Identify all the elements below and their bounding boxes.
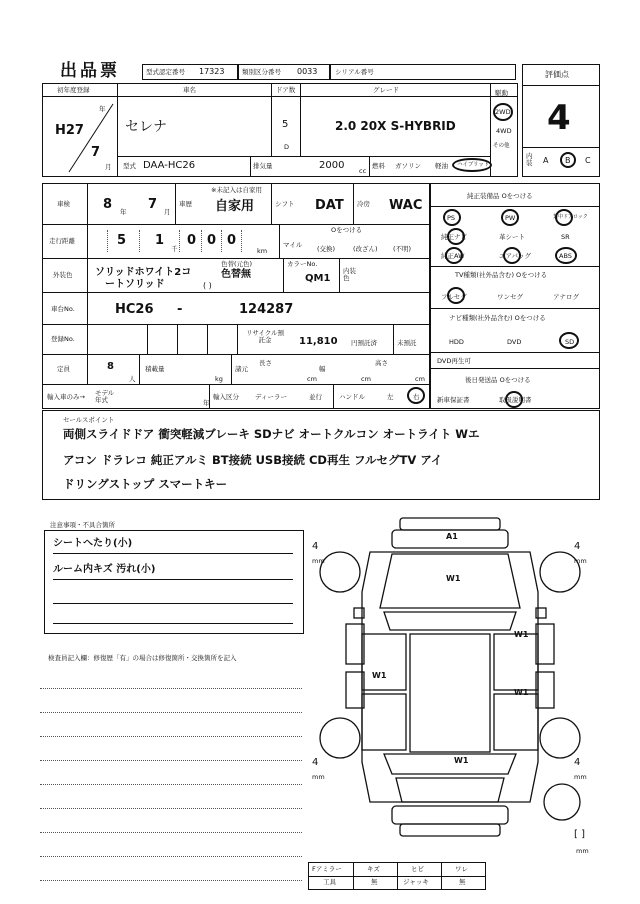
interior-b-circle <box>560 152 576 168</box>
tv-fullseg: フルセグ <box>441 293 467 301</box>
factory-pw: PW <box>505 214 516 222</box>
capacity-label: 定員 <box>57 365 70 373</box>
mileage-opt-3: (不明) <box>393 245 412 253</box>
navi-title: ナビ種類(社外品含む) Oをつける <box>449 314 546 322</box>
navi-sd: SD <box>565 338 575 346</box>
serial-box <box>330 64 516 80</box>
legend-crack: ヒビ <box>411 865 424 873</box>
drive-other: その他 <box>493 143 510 149</box>
aftermarket-manual-circle <box>505 391 523 408</box>
mark-right-rear: W1 <box>514 688 529 697</box>
dims-unit-1: cm <box>307 375 317 383</box>
grade-points-label: 評価点 <box>545 70 569 79</box>
load-unit: kg <box>215 375 223 383</box>
factory-ps-circle <box>443 209 461 226</box>
dvd-playback: DVD再生可 <box>437 357 471 365</box>
color-main-2: ートソリッド <box>105 279 165 290</box>
month-unit: 月 <box>105 163 112 171</box>
factory-title: 純正装備品 Oをつける <box>467 192 533 200</box>
car-diagram <box>300 512 600 860</box>
capacity-unit: 人 <box>129 375 136 383</box>
legend-tools-value: 無 <box>371 878 378 886</box>
import-dealer: ディーラー <box>255 393 287 401</box>
inspector-label: 検査員記入欄：修復歴「有」の場合は修復箇所・交換箇所を記入 <box>48 654 237 662</box>
drive-2wd: 2WD <box>495 108 511 116</box>
tread-rear-left: 4 <box>312 757 319 768</box>
aftermarket-title: 後日発送品 Oをつける <box>465 376 531 384</box>
equipment-section <box>430 183 600 409</box>
mark-front: A1 <box>446 532 458 541</box>
dims-height: 高さ <box>375 359 388 367</box>
color-change-value: 色替無 <box>221 269 251 280</box>
reg-month: 7 <box>91 145 101 160</box>
legend-mirror: Fアミラー <box>312 865 342 873</box>
dims-unit-2: cm <box>361 375 371 383</box>
factory-navi: 純正ナビ <box>441 233 467 241</box>
ac-value: WAC <box>389 198 423 213</box>
mark-rear: W1 <box>454 756 469 765</box>
inspection-month: 7 <box>148 197 158 212</box>
usage-value: 自家用 <box>215 199 255 214</box>
fuel-light: 軽油 <box>435 162 448 170</box>
fuel-gas: ガソリン <box>395 162 421 170</box>
factory-ps: PS <box>447 214 456 222</box>
interior-c: C <box>585 156 591 165</box>
sales-line-1: 両側スライドドア 衝突軽減ブレーキ SDナビ オートクルコン オートライト Wエ <box>63 427 480 441</box>
note-line-2: ルーム内キズ 汚れ(小) <box>53 564 156 575</box>
usage-note: ※未記入は自家用 <box>211 186 262 194</box>
factory-navi-circle <box>447 228 465 245</box>
grade-points-value: 4 <box>547 98 571 138</box>
legend-jack-value: 無 <box>459 878 466 886</box>
handle-left: 左 <box>387 393 394 401</box>
category-value: 0033 <box>297 67 318 76</box>
doors-unit: D <box>284 143 290 151</box>
color-paren: ( ) <box>203 281 212 290</box>
displacement-value: 2000 <box>319 160 345 171</box>
tread-front-right: 4 <box>574 541 581 552</box>
tv-fullseg-circle <box>447 287 465 304</box>
handle-label: ハンドル <box>339 393 365 401</box>
dims-unit-3: cm <box>415 375 425 383</box>
drive-4wd: 4WD <box>496 127 512 135</box>
drive-label: 駆動 <box>495 89 508 97</box>
interior-b: B <box>565 156 571 165</box>
factory-central-lock: 集中ドアロック <box>553 214 588 220</box>
interior-a: A <box>543 156 549 165</box>
shift-value: DAT <box>315 198 344 213</box>
grade-value: 2.0 20X S-HYBRID <box>335 119 456 133</box>
dims-label: 諸元 <box>235 365 248 373</box>
mileage-digit-2: 1 <box>155 233 165 248</box>
import-label: 輸入車のみ→ <box>47 393 85 401</box>
car-name-label: 車名 <box>183 86 196 94</box>
mileage-unit: km <box>257 247 268 255</box>
legend-tools: 工具 <box>323 878 336 886</box>
navi-sd-circle <box>559 332 579 349</box>
model-value: DAA-HC26 <box>143 160 196 171</box>
chassis-prefix: HC26 <box>115 302 154 317</box>
fuel-hybrid-circle <box>452 158 492 172</box>
sales-points-section <box>42 410 600 500</box>
page-title: 出品票 <box>60 61 120 81</box>
type-cert-label: 型式認定番号 <box>146 68 185 76</box>
mileage-opt-mile: マイル <box>283 241 303 249</box>
notes-box <box>44 530 304 634</box>
color-no-value: QM1 <box>305 273 331 284</box>
tread-rear-right-unit: mm <box>574 773 587 781</box>
factory-leather: 革シート <box>499 233 525 241</box>
reg-year-label: 初年度登録 <box>57 86 90 94</box>
factory-airbag: エアバッグ <box>499 252 531 260</box>
model-label: 型式 <box>123 162 136 170</box>
factory-aw: 純正AW <box>441 252 465 260</box>
color-change-label: 色替(元色) <box>221 260 253 268</box>
model-year-label: モデル年式 <box>95 389 115 404</box>
model-year-unit: 年 <box>203 399 210 407</box>
vehicle-section <box>42 83 518 177</box>
mileage-digit-3: 0 <box>187 233 197 248</box>
factory-central-lock-circle <box>555 209 573 226</box>
ac-label: 冷房 <box>357 200 370 208</box>
details-section <box>42 183 430 409</box>
serial-label: シリアル番号 <box>335 68 374 76</box>
tv-oneseg: ワンセグ <box>497 293 523 301</box>
aftermarket-manual: 取扱説明書 <box>499 396 532 404</box>
mileage-digit-5: 0 <box>227 233 237 248</box>
tread-spare: [ ] <box>574 829 585 840</box>
shift-label: シフト <box>275 200 295 208</box>
aftermarket-warranty: 新車保証書 <box>437 396 470 404</box>
recycle-label: リサイクル預託金 <box>245 329 285 344</box>
tread-spare-unit: mm <box>576 847 589 855</box>
legend-break: ワレ <box>455 865 468 873</box>
usage-label: 車歴 <box>179 200 192 208</box>
sales-points-label: セールスポイント <box>63 416 115 424</box>
reg-no-label: 登録No. <box>51 335 75 343</box>
dims-width: 幅 <box>319 365 326 373</box>
sales-line-2: アコン ドラレコ 純正アルミ BT接続 USB接続 CD再生 フルセグTV アイ <box>63 453 443 467</box>
mileage-opt-2: (改ざん) <box>353 245 378 253</box>
tv-analog: アナログ <box>553 293 579 301</box>
recycle-value: 11,810 <box>299 336 338 347</box>
handle-right: 右 <box>413 393 420 401</box>
mileage-opts-title: Oをつける <box>331 226 363 234</box>
legend-jack: ジャッキ <box>403 878 429 886</box>
import-type-label: 輸入区分 <box>213 393 239 401</box>
inspection-year: 8 <box>103 197 113 212</box>
factory-aw-circle <box>445 247 463 264</box>
displacement-label: 排気量 <box>253 162 273 170</box>
factory-abs-circle <box>555 247 577 264</box>
factory-pw-circle <box>501 209 519 226</box>
inspection-label: 車検 <box>57 200 70 208</box>
chassis-number: 124287 <box>239 302 294 317</box>
car-name: セレナ <box>125 119 167 135</box>
mileage-thousand: 千 <box>171 245 178 253</box>
interior-label: 内装 <box>526 152 533 167</box>
note-line-1: シートへたり(小) <box>53 538 133 549</box>
fuel-label: 燃料 <box>372 162 385 170</box>
navi-hdd: HDD <box>449 338 464 346</box>
chassis-label: 車台No. <box>51 305 75 313</box>
mark-right-front: W1 <box>514 630 529 639</box>
fuel-hybrid: ハイブリッド <box>457 162 490 168</box>
doors-value: 5 <box>282 119 289 130</box>
dims-length: 長さ <box>259 359 272 367</box>
drive-2wd-circle <box>493 103 513 121</box>
chassis-dash: - <box>177 302 183 317</box>
tread-rear-left-unit: mm <box>312 773 325 781</box>
grade-label: グレード <box>373 86 399 94</box>
grade-points-box <box>522 64 600 177</box>
color-label: 外装色 <box>53 271 73 279</box>
year-unit: 年 <box>99 105 106 113</box>
navi-dvd: DVD <box>507 338 522 346</box>
category-box <box>238 64 330 80</box>
mark-hood: W1 <box>446 574 461 583</box>
factory-airbag-circle <box>503 247 521 264</box>
legend-table <box>308 862 486 890</box>
load-label: 積載量 <box>145 365 165 373</box>
mark-left-side: W1 <box>372 671 387 680</box>
tread-front-right-unit: mm <box>574 557 587 565</box>
factory-abs: ABS <box>559 252 572 260</box>
doors-label: ドア数 <box>276 86 296 94</box>
type-cert-box <box>142 64 238 80</box>
category-label: 類別区分番号 <box>242 68 281 76</box>
mileage-opt-1: (交換) <box>317 245 336 253</box>
displacement-unit: cc <box>359 167 367 175</box>
tv-title: TV種類(社外品含む) Oをつける <box>455 271 548 279</box>
mileage-digit-1: 5 <box>117 233 127 248</box>
notes-label: 注意事項・不具合箇所 <box>50 521 115 529</box>
tread-rear-right: 4 <box>574 757 581 768</box>
recycle-undeposited: 未預託 <box>397 339 417 347</box>
import-parallel: 並行 <box>309 393 322 401</box>
factory-sr: SR <box>561 233 570 241</box>
tread-front-left-unit: mm <box>312 557 325 565</box>
handle-right-circle <box>407 387 425 404</box>
inspection-year-unit: 年 <box>120 208 127 216</box>
interior-color-label: 内装色 <box>343 267 356 282</box>
color-no-label: カラーNo. <box>287 260 318 268</box>
reg-year: H27 <box>55 123 84 138</box>
recycle-deposited: 円預託済 <box>351 339 377 347</box>
mileage-digit-4: 0 <box>207 233 217 248</box>
legend-scratch: キズ <box>367 865 380 873</box>
tread-front-left: 4 <box>312 541 319 552</box>
mileage-label: 走行距離 <box>49 237 75 245</box>
sales-line-3: ドリングストップ スマートキー <box>63 477 228 491</box>
capacity-value: 8 <box>107 361 114 372</box>
type-cert-value: 17323 <box>199 67 225 76</box>
inspection-month-unit: 月 <box>164 208 171 216</box>
color-main: ソリッドホワイト2コ <box>95 267 192 278</box>
